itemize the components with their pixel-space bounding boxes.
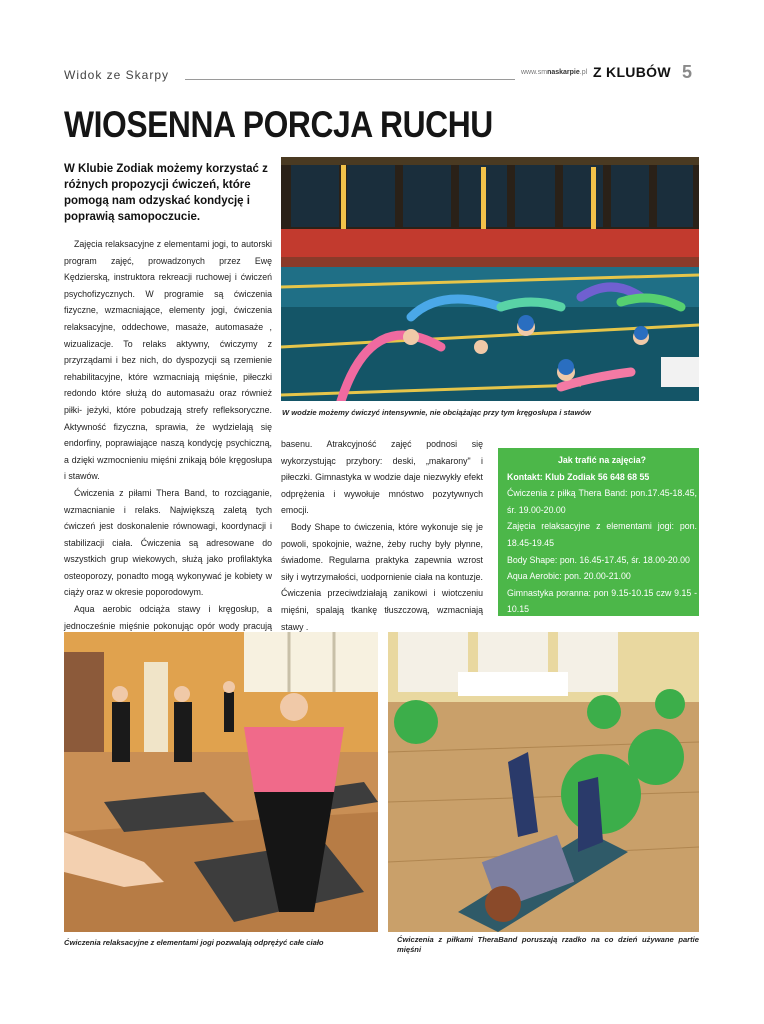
paragraph: Aqua aerobic odciąża stawy i kręgosłup, a jednocześnie mięśnie pokonując opór wody pracują xyxy=(64,604,272,631)
url-suffix: .pl xyxy=(579,69,588,76)
yoga-photo-caption: Ćwiczenia relaksacyjne z elementami jogi pozwalają odprężyć całe ciało xyxy=(64,938,324,947)
schedule-line: Zajęcia relaksacyjne z elementami jogi: pon. 18.45-19.45 xyxy=(507,521,697,548)
url-bold: naskarpie xyxy=(547,69,580,76)
paragraph: Body Shape to ćwiczenia, które wykonuje się je powoli, spokojnie, ważne, żeby ruchy były płynne, świadome. Regularna praktyka zapewnia wzrost siły i wytrzymałości, uodpornienie ciała na kontuzje. Ćwiczenia przeciwdziałają zanikowi i wiotczeniu mięśni, spalają tkankę tłuszczową, wzmacniają stawy . xyxy=(281,521,483,632)
paragraph: basenu. Atrakcyjność zajęć podnosi się wykorzystując przybory: deski, „makarony" i piłeczki. Gimnastyka w wodzie daje niezwykły efekt odprężenia i wywołuje mnóstwo pozytywnych emocji. xyxy=(281,439,483,516)
paragraph: Ćwiczenia z piłami Thera Band, to rozciąganie, wzmacnianie i relaks. Największą zaletą tych ćwiczeń jest doskonalenie równowagi, koordynacji i stabilizacji ciała. Ćwiczenia są adresowane do wszystkich grup wiekowych, służą jako profilaktyka osteoporozy, ponadto mogą wykonywać je kobiety w ciąży oraz w okresie poporodowym. xyxy=(64,487,272,598)
article-column-2 xyxy=(281,436,483,635)
schedule-line: Gimnastyka poranna: pon 9.15-10.15 czw 9.15 - 10.15 xyxy=(507,587,697,615)
page-number: 5 xyxy=(682,62,693,82)
schedule-line: Ćwiczenia z piłką Thera Band: pon.17.45-18.45, śr. 19.00-20.00 xyxy=(507,488,697,515)
website-url xyxy=(521,69,587,76)
schedule-info-box xyxy=(498,448,699,616)
yoga-class-photo xyxy=(64,632,378,932)
article-headline: WIOSENNA PORCJA RUCHU xyxy=(64,104,493,145)
ball-photo-caption: Ćwiczenia z piłkami TheraBand poruszają rzadko na co dzień używane partie mięśni xyxy=(397,935,699,954)
url-prefix: www.sm xyxy=(521,69,548,76)
schedule-line: Body Shape: pon. 16.45-17.45, śr. 18.00-20.00 xyxy=(507,554,690,565)
info-box-title: Jak trafić na zajęcia? xyxy=(557,455,647,465)
section-label: Z KLUBÓW xyxy=(593,64,671,80)
theraband-ball-photo xyxy=(388,632,699,932)
schedule-line: Aqua Aerobic: pon. 20.00-21.00 xyxy=(507,571,631,582)
paragraph: Zajęcia relaksacyjne z elementami jogi, to autorski program zajęć, prowadzonych przez Ewę Kędzierską, instruktora rekreacji ruchowej i ćwiczeń psychofizycznych. W programie są ćwiczenia fizyczne, wzmacniające, elementy jogi, ćwiczenia relaksacyjne, oddechowe, masaże, automasaże , wizualizacje. To relaks aktywny, ćwiczymy z przyrządami i bez nich, do dyspozycji są rzemienie rehabilitacyjne, które wzmacniają mięśnie, piłeczki redondo które służą do automasażu oraz również piłki- jeżyki, które pobudzają strefy refleksoryczne. Aktywność fizyczna, sprawia, że wydzielają się endorfiny, poprawiające naszą kondycję psychiczną, a dzięki wzmocnieniu mięśni znikają bóle kręgosłupa i stawów. xyxy=(64,239,272,482)
pool-aqua-aerobic-photo xyxy=(281,157,699,401)
article-lead: W Klubie Zodiak możemy korzystać z różnych propozycji ćwiczeń, które pomogą nam odzyskać kondycję i poprawią samopoczucie. xyxy=(64,163,268,223)
info-box-contact: Kontakt: Klub Zodiak 56 648 68 55 xyxy=(507,471,650,482)
publication-title: Widok ze Skarpy xyxy=(64,68,170,82)
header-rule xyxy=(185,79,515,80)
pool-photo-caption: W wodzie możemy ćwiczyć intensywnie, nie obciążając przy tym kręgosłupa i stawów xyxy=(282,408,591,417)
article-column-1 xyxy=(64,236,272,667)
